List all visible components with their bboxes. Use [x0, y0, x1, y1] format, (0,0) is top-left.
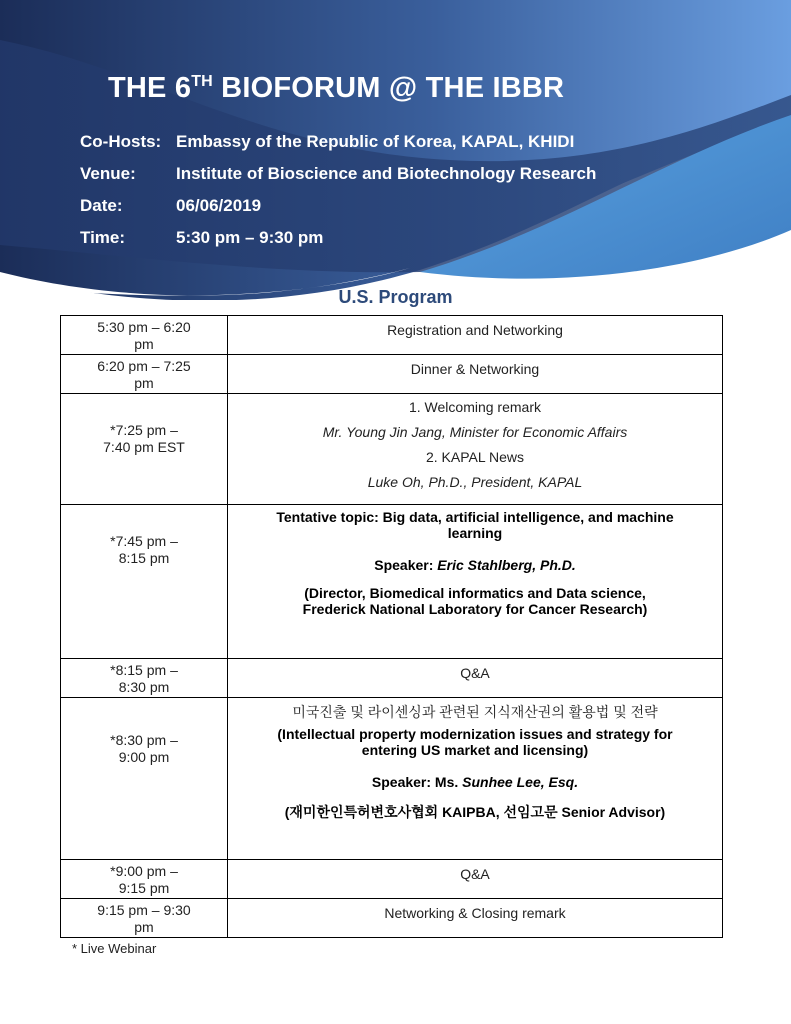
event-cell: Registration and Networking — [228, 316, 723, 355]
page-title: THE 6TH BIOFORUM @ THE IBBR — [108, 72, 565, 104]
co-hosts-label: Co-Hosts: — [80, 132, 162, 151]
event-cell: Networking & Closing remark — [228, 899, 723, 938]
table-row — [61, 698, 723, 860]
table-row — [61, 505, 723, 659]
event-cell: Dinner & Networking — [228, 355, 723, 394]
footnote: * Live Webinar — [72, 941, 157, 956]
table-row — [61, 899, 723, 938]
event-cell: 미국진출 및 라이센싱과 관련된 지식재산권의 활용법 및 전략 (Intellectual property modernization issues and strategy for entering US market and licensing) Speaker: Ms. Sunhee Lee, Esq. (재미한인특허변호사협회 KAIPBA, 선임고문 Senior Advisor) — [228, 698, 723, 860]
time-cell: 6:20 pm – 7:25 pm — [61, 355, 228, 394]
event-cell: Q&A — [228, 860, 723, 899]
event-cell: 1. Welcoming remark Mr. Young Jin Jang, Minister for Economic Affairs 2. KAPAL News Luke Oh, Ph.D., President, KAPAL — [228, 394, 723, 505]
time-cell: *8:15 pm – 8:30 pm — [61, 659, 228, 698]
program-table — [60, 315, 723, 938]
header-background — [0, 0, 791, 320]
time-label: Time: — [80, 228, 126, 247]
time-cell: 9:15 pm – 9:30 pm — [61, 899, 228, 938]
co-hosts-value: Embassy of the Republic of Korea, KAPAL, KHIDI — [176, 132, 575, 151]
venue-label: Venue: — [80, 164, 136, 183]
table-row — [61, 316, 723, 355]
event-cell: Q&A — [228, 659, 723, 698]
time-value: 5:30 pm – 9:30 pm — [176, 228, 324, 247]
time-cell: *9:00 pm – 9:15 pm — [61, 860, 228, 899]
table-row — [61, 355, 723, 394]
time-cell: *7:45 pm – 8:15 pm — [61, 505, 228, 659]
date-label: Date: — [80, 196, 123, 215]
event-cell: Tentative topic: Big data, artificial intelligence, and machine learning Speaker: Eric Stahlberg, Ph.D. (Director, Biomedical informatics and Data science, Frederick National Laboratory for Cancer Research) — [228, 505, 723, 659]
time-row — [80, 228, 323, 248]
time-cell: *8:30 pm – 9:00 pm — [61, 698, 228, 860]
program-title: U.S. Program — [338, 287, 453, 307]
time-cell: *7:25 pm – 7:40 pm EST — [61, 394, 228, 505]
table-row — [61, 659, 723, 698]
venue-row — [80, 164, 596, 184]
date-row — [80, 196, 261, 216]
co-hosts-row — [80, 132, 574, 152]
venue-value: Institute of Bioscience and Biotechnology Research — [176, 164, 597, 183]
table-row — [61, 860, 723, 899]
date-value: 06/06/2019 — [176, 196, 262, 215]
time-cell: 5:30 pm – 6:20 pm — [61, 316, 228, 355]
table-row — [61, 394, 723, 505]
